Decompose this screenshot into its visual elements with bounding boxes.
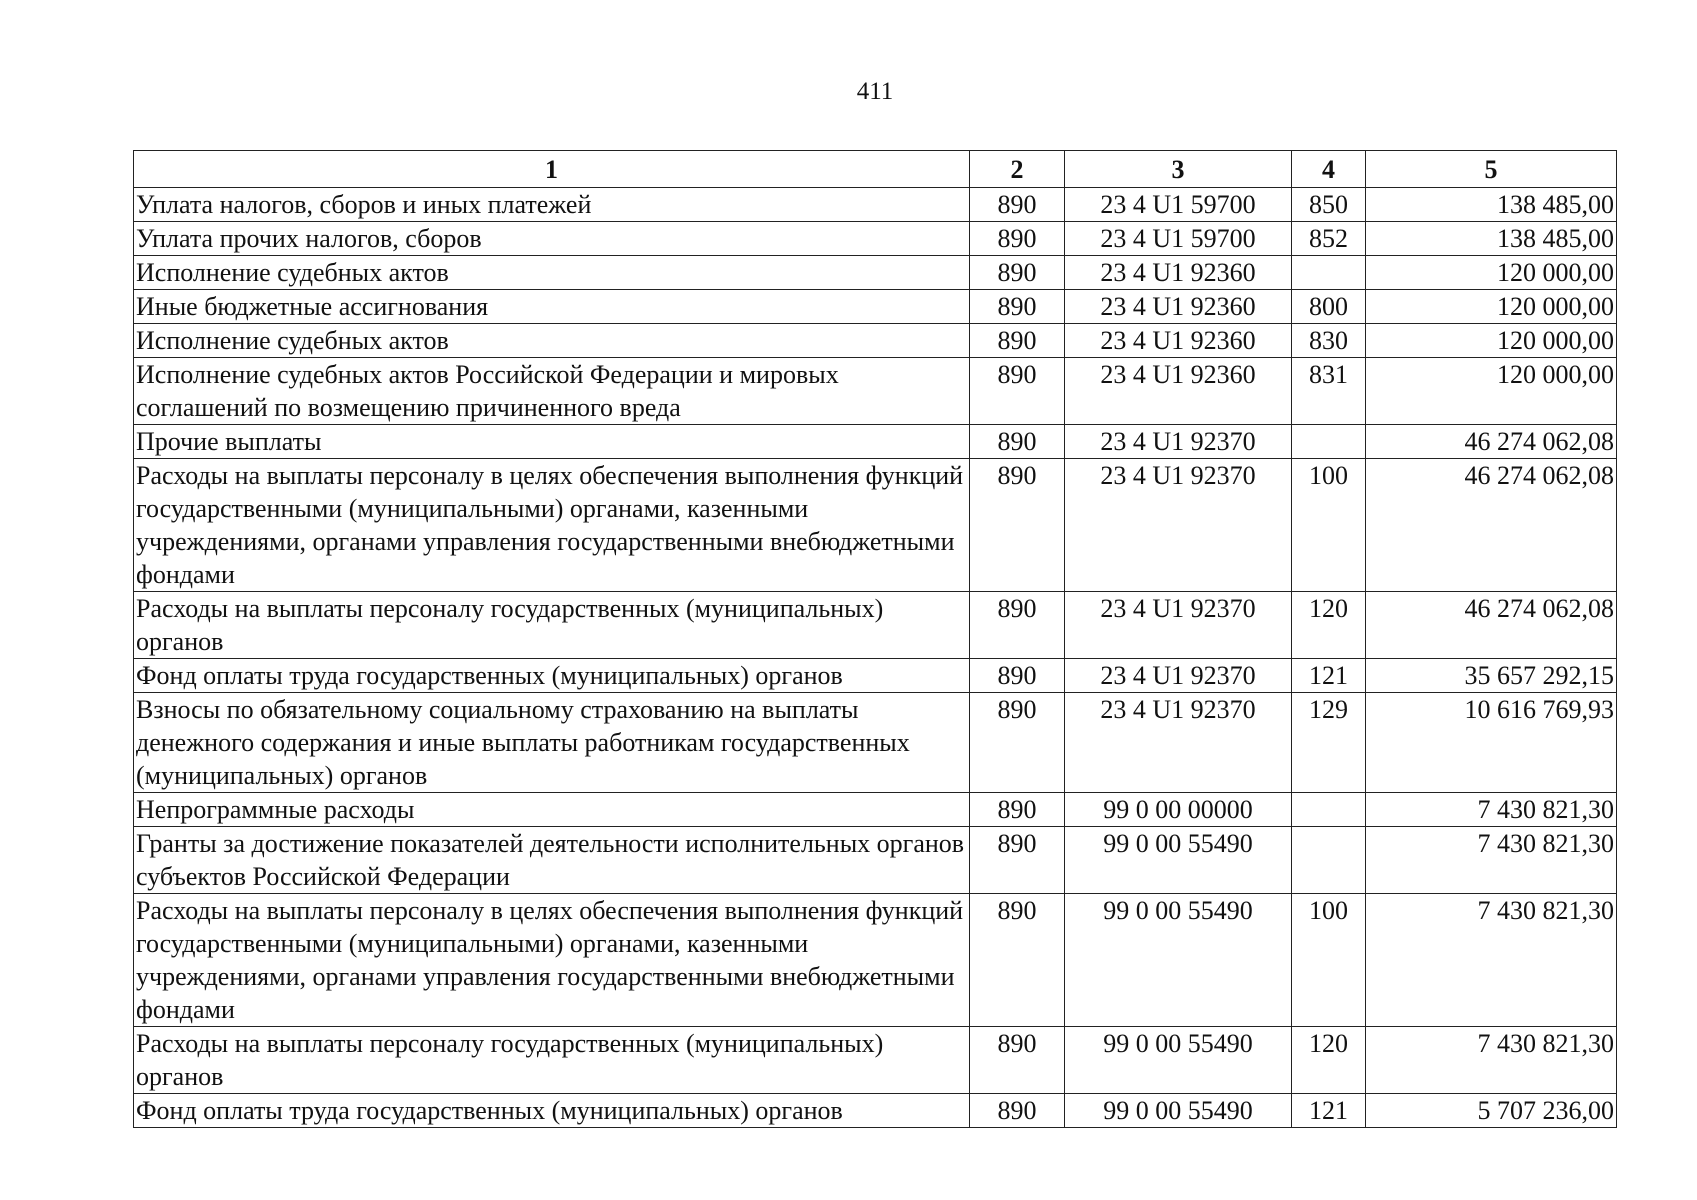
table-row [134, 693, 1617, 793]
ministry-code-cell: 890 [970, 827, 1065, 894]
ministry-code-cell: 890 [970, 188, 1065, 222]
expense-type-cell [1292, 793, 1366, 827]
target-article-cell: 23 4 U1 59700 [1065, 188, 1292, 222]
table-row [134, 324, 1617, 358]
header-row [134, 151, 1617, 188]
expense-name-cell: Исполнение судебных актов Российской Федерации и мировых соглашений по возмещению причиненного вреда [134, 358, 970, 425]
expense-name-cell: Расходы на выплаты персоналу в целях обеспечения выполнения функций государственными (муниципальными) органами, казенными учреждениями, органами управления государственными внебюджетными фондами [134, 894, 970, 1027]
expense-name-cell: Непрограммные расходы [134, 793, 970, 827]
ministry-code-cell: 890 [970, 459, 1065, 592]
ministry-code-cell: 890 [970, 222, 1065, 256]
expense-type-cell: 100 [1292, 459, 1366, 592]
amount-cell: 120 000,00 [1366, 324, 1617, 358]
expense-type-cell: 129 [1292, 693, 1366, 793]
target-article-cell: 23 4 U1 92370 [1065, 592, 1292, 659]
ministry-code-cell: 890 [970, 425, 1065, 459]
table-row [134, 1094, 1617, 1128]
table-row [134, 793, 1617, 827]
expense-type-cell: 121 [1292, 1094, 1366, 1128]
ministry-code-cell: 890 [970, 793, 1065, 827]
expense-type-cell: 831 [1292, 358, 1366, 425]
amount-cell: 138 485,00 [1366, 222, 1617, 256]
table-row [134, 459, 1617, 592]
amount-cell: 7 430 821,30 [1366, 1027, 1617, 1094]
target-article-cell: 23 4 U1 92360 [1065, 324, 1292, 358]
amount-cell: 138 485,00 [1366, 188, 1617, 222]
expense-name-cell: Расходы на выплаты персоналу в целях обеспечения выполнения функций государственными (муниципальными) органами, казенными учреждениями, органами управления государственными внебюджетными фондами [134, 459, 970, 592]
ministry-code-cell: 890 [970, 659, 1065, 693]
amount-cell: 46 274 062,08 [1366, 459, 1617, 592]
amount-cell: 120 000,00 [1366, 290, 1617, 324]
expense-name-cell: Исполнение судебных актов [134, 256, 970, 290]
table-row [134, 592, 1617, 659]
target-article-cell: 23 4 U1 92370 [1065, 425, 1292, 459]
amount-cell: 10 616 769,93 [1366, 693, 1617, 793]
table-row [134, 894, 1617, 1027]
table-row [134, 358, 1617, 425]
expense-name-cell: Уплата прочих налогов, сборов [134, 222, 970, 256]
table-row [134, 659, 1617, 693]
target-article-cell: 99 0 00 00000 [1065, 793, 1292, 827]
target-article-cell: 23 4 U1 92370 [1065, 659, 1292, 693]
ministry-code-cell: 890 [970, 894, 1065, 1027]
expense-name-cell: Иные бюджетные ассигнования [134, 290, 970, 324]
ministry-code-cell: 890 [970, 358, 1065, 425]
header-cell-1: 1 [134, 151, 970, 188]
table-row [134, 1027, 1617, 1094]
target-article-cell: 99 0 00 55490 [1065, 894, 1292, 1027]
ministry-code-cell: 890 [970, 256, 1065, 290]
amount-cell: 35 657 292,15 [1366, 659, 1617, 693]
expense-type-cell: 120 [1292, 592, 1366, 659]
ministry-code-cell: 890 [970, 592, 1065, 659]
amount-cell: 46 274 062,08 [1366, 592, 1617, 659]
expense-name-cell: Исполнение судебных актов [134, 324, 970, 358]
table-row [134, 290, 1617, 324]
table-row [134, 827, 1617, 894]
expense-name-cell: Взносы по обязательному социальному страхованию на выплаты денежного содержания и иные выплаты работникам государственных (муниципальных) органов [134, 693, 970, 793]
expense-name-cell: Гранты за достижение показателей деятельности исполнительных органов субъектов Российской Федерации [134, 827, 970, 894]
expense-type-cell: 850 [1292, 188, 1366, 222]
expense-name-cell: Расходы на выплаты персоналу государственных (муниципальных) органов [134, 592, 970, 659]
expense-name-cell: Фонд оплаты труда государственных (муниципальных) органов [134, 1094, 970, 1128]
ministry-code-cell: 890 [970, 1027, 1065, 1094]
amount-cell: 7 430 821,30 [1366, 827, 1617, 894]
header-cell-2: 2 [970, 151, 1065, 188]
ministry-code-cell: 890 [970, 693, 1065, 793]
amount-cell: 120 000,00 [1366, 256, 1617, 290]
amount-cell: 7 430 821,30 [1366, 894, 1617, 1027]
ministry-code-cell: 890 [970, 290, 1065, 324]
expense-type-cell [1292, 827, 1366, 894]
expense-type-cell: 800 [1292, 290, 1366, 324]
target-article-cell: 99 0 00 55490 [1065, 1094, 1292, 1128]
expense-name-cell: Прочие выплаты [134, 425, 970, 459]
header-cell-3: 3 [1065, 151, 1292, 188]
expense-name-cell: Расходы на выплаты персоналу государственных (муниципальных) органов [134, 1027, 970, 1094]
ministry-code-cell: 890 [970, 324, 1065, 358]
budget-table [133, 150, 1617, 1128]
amount-cell: 5 707 236,00 [1366, 1094, 1617, 1128]
expense-type-cell: 830 [1292, 324, 1366, 358]
amount-cell: 46 274 062,08 [1366, 425, 1617, 459]
expense-type-cell: 121 [1292, 659, 1366, 693]
target-article-cell: 23 4 U1 92360 [1065, 256, 1292, 290]
expense-type-cell [1292, 425, 1366, 459]
target-article-cell: 99 0 00 55490 [1065, 827, 1292, 894]
target-article-cell: 23 4 U1 92360 [1065, 290, 1292, 324]
table-row [134, 425, 1617, 459]
amount-cell: 120 000,00 [1366, 358, 1617, 425]
header-cell-4: 4 [1292, 151, 1366, 188]
target-article-cell: 23 4 U1 92370 [1065, 693, 1292, 793]
expense-type-cell: 120 [1292, 1027, 1366, 1094]
target-article-cell: 23 4 U1 92370 [1065, 459, 1292, 592]
expense-name-cell: Фонд оплаты труда государственных (муниципальных) органов [134, 659, 970, 693]
page-number: 411 [856, 78, 894, 105]
expense-type-cell: 852 [1292, 222, 1366, 256]
table-row [134, 222, 1617, 256]
target-article-cell: 99 0 00 55490 [1065, 1027, 1292, 1094]
expense-name-cell: Уплата налогов, сборов и иных платежей [134, 188, 970, 222]
ministry-code-cell: 890 [970, 1094, 1065, 1128]
table-row [134, 188, 1617, 222]
expense-type-cell [1292, 256, 1366, 290]
target-article-cell: 23 4 U1 92360 [1065, 358, 1292, 425]
expense-type-cell: 100 [1292, 894, 1366, 1027]
header-cell-5: 5 [1366, 151, 1617, 188]
amount-cell: 7 430 821,30 [1366, 793, 1617, 827]
table-body [134, 188, 1617, 1128]
target-article-cell: 23 4 U1 59700 [1065, 222, 1292, 256]
table-row [134, 256, 1617, 290]
